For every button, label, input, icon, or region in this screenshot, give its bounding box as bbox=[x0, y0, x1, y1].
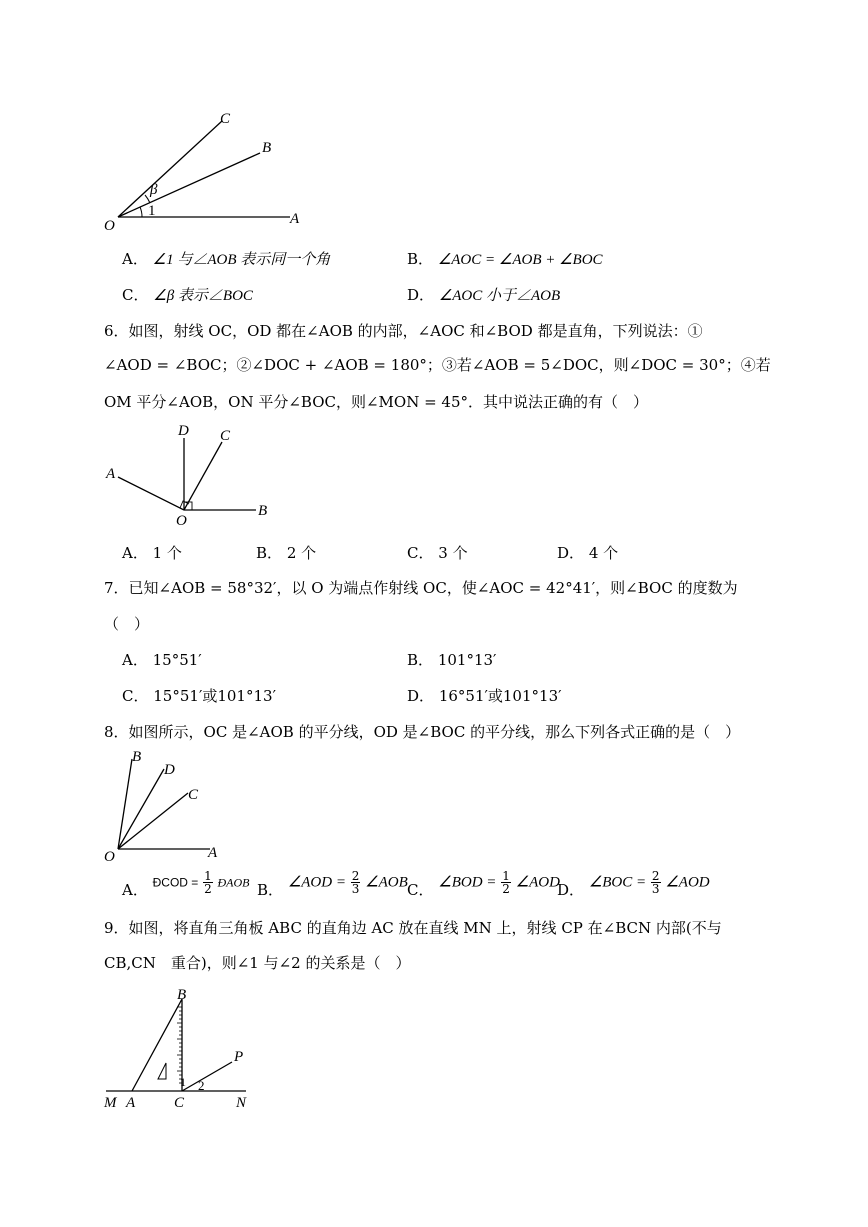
q8-option-a-pre: ÐCOD = bbox=[152, 875, 199, 890]
fig6-label-o: O bbox=[176, 513, 187, 529]
q5-option-b-text: ∠AOC = ∠AOB + ∠BOC bbox=[437, 252, 603, 268]
q6-option-b-text: 2 个 bbox=[286, 544, 317, 562]
q5-option-c bbox=[122, 285, 253, 306]
q6-option-c bbox=[407, 543, 468, 563]
q7-option-a-label: A． bbox=[122, 651, 148, 669]
fig8-label-b: B bbox=[132, 749, 142, 765]
q8-option-a-post: ÐAOB bbox=[217, 875, 250, 890]
q6-stem-line3: OM 平分∠AOB，ON 平分∠BOC，则∠MON = 45°．其中说法正确的有（ ） bbox=[104, 393, 649, 411]
q6-option-a-label: A． bbox=[122, 544, 148, 562]
figure-q8-angles bbox=[100, 745, 230, 865]
q8-option-a-numerator: 1 bbox=[204, 869, 212, 883]
q7-option-b bbox=[407, 650, 496, 670]
q5-option-b bbox=[407, 249, 603, 270]
figure-q9-triangle bbox=[100, 985, 260, 1115]
q5-option-c-label: C． bbox=[122, 286, 149, 304]
q6-stem-line2: ∠AOD = ∠BOC；②∠DOC + ∠AOB = 180°；③若∠AOB = 5∠DOC，则∠DOC = 30°；④若 bbox=[104, 356, 771, 374]
q6-option-b-label: B． bbox=[256, 544, 283, 562]
q8-option-b-numerator: 2 bbox=[351, 869, 360, 883]
q8-option-c-denominator: 2 bbox=[502, 882, 510, 896]
q6-option-a-text: 1 个 bbox=[152, 544, 182, 562]
q5-option-a-text: ∠1 与∠AOB 表示同一个角 bbox=[152, 252, 331, 268]
q7-option-d bbox=[407, 686, 562, 706]
q6-option-d-label: D． bbox=[557, 544, 585, 562]
q6-option-d-text: 4 个 bbox=[588, 544, 619, 562]
q8-option-b-pre: ∠AOD = bbox=[287, 874, 346, 891]
q8-option-b bbox=[257, 869, 408, 899]
fig8-label-a: A bbox=[208, 845, 218, 861]
fig5-label-beta: β bbox=[150, 182, 158, 198]
q8-option-a-denominator: 2 bbox=[204, 882, 212, 896]
q7-option-d-label: D． bbox=[407, 687, 435, 705]
q8-stem-line1: 8．如图所示，OC 是∠AOB 的平分线，OD 是∠BOC 的平分线，那么下列各式正确的是（ ） bbox=[104, 723, 741, 741]
q7-stem-line2: （ ） bbox=[104, 615, 150, 633]
q8-option-a bbox=[122, 869, 250, 899]
q8-option-b-post: ∠AOB bbox=[365, 874, 408, 891]
q5-option-d-label: D． bbox=[407, 286, 435, 304]
q8-option-d-label: D． bbox=[557, 880, 585, 899]
q8-option-d-fraction bbox=[651, 870, 661, 895]
q8-option-c-label: C． bbox=[407, 880, 434, 899]
q8-option-c-fraction bbox=[501, 870, 511, 895]
fig9-label-1: 1 bbox=[180, 1075, 186, 1089]
fig5-label-o: O bbox=[104, 218, 115, 234]
q6-option-d bbox=[557, 543, 618, 563]
fig5-label-1: 1 bbox=[148, 203, 156, 219]
q7-option-d-text: 16°51′或101°13′ bbox=[438, 687, 562, 705]
fig8-label-d: D bbox=[164, 762, 175, 778]
q5-option-d-text: ∠AOC 小于∠AOB bbox=[438, 288, 561, 304]
q8-option-b-label: B． bbox=[257, 880, 284, 899]
q8-option-a-label: A． bbox=[122, 880, 148, 899]
fig5-label-a: A bbox=[290, 211, 300, 227]
q7-option-a bbox=[122, 650, 202, 670]
q9-stem-line1: 9．如图，将直角三角板 ABC 的直角边 AC 放在直线 MN 上，射线 CP 在∠BCN 内部(不与 bbox=[104, 919, 722, 937]
q6-option-c-label: C． bbox=[407, 544, 434, 562]
fig5-label-b: B bbox=[262, 140, 272, 156]
q6-option-c-text: 3 个 bbox=[438, 544, 468, 562]
q7-option-c-label: C． bbox=[122, 687, 149, 705]
fig9-label-m: M bbox=[104, 1095, 117, 1111]
q8-option-d-denominator: 3 bbox=[651, 882, 660, 896]
q8-option-d-post: ∠AOD bbox=[665, 874, 710, 891]
fig6-label-b: B bbox=[258, 503, 268, 519]
fig8-label-o: O bbox=[104, 849, 115, 865]
q5-option-d bbox=[407, 285, 560, 306]
fig9-label-p: P bbox=[234, 1049, 244, 1065]
figure-q6-angles bbox=[100, 420, 290, 530]
fig9-label-a: A bbox=[126, 1095, 136, 1111]
q7-option-b-text: 101°13′ bbox=[437, 651, 497, 669]
fig6-label-d: D bbox=[178, 423, 189, 439]
q6-stem-line1: 6．如图，射线 OC，OD 都在∠AOB 的内部，∠AOC 和∠BOD 都是直角，下列说法：① bbox=[104, 322, 703, 340]
q7-stem-line1: 7．已知∠AOB = 58°32′，以 O 为端点作射线 OC，使∠AOC = 42°41′，则∠BOC 的度数为 bbox=[104, 579, 738, 597]
q8-option-c-post: ∠AOD bbox=[515, 874, 560, 891]
q8-option-b-fraction bbox=[351, 870, 361, 895]
figure-q5-angles bbox=[100, 105, 320, 235]
fig6-label-a: A bbox=[106, 466, 116, 482]
q6-option-a bbox=[122, 543, 182, 563]
q8-option-c-numerator: 1 bbox=[502, 869, 510, 883]
q8-option-b-denominator: 3 bbox=[351, 882, 360, 896]
q5-option-a bbox=[122, 249, 330, 270]
q6-option-b bbox=[256, 543, 316, 563]
q8-option-c-pre: ∠BOD = bbox=[438, 874, 497, 891]
q8-option-c bbox=[407, 869, 560, 899]
fig6-label-c: C bbox=[220, 428, 231, 444]
fig5-label-c: C bbox=[220, 111, 231, 127]
fig9-label-2: 2 bbox=[198, 1078, 205, 1093]
q5-option-c-text: ∠β 表示∠BOC bbox=[153, 288, 253, 304]
q7-option-b-label: B． bbox=[407, 651, 434, 669]
q8-option-d-pre: ∠BOC = bbox=[588, 874, 647, 891]
q9-stem-line2: CB,CN 重合)，则∠1 与∠2 的关系是（ ） bbox=[104, 954, 411, 972]
q7-option-c-text: 15°51′或101°13′ bbox=[153, 687, 276, 705]
fig9-label-c: C bbox=[174, 1095, 185, 1111]
q7-option-c bbox=[122, 686, 276, 706]
q5-option-b-label: B． bbox=[407, 250, 434, 268]
q8-option-d bbox=[557, 869, 710, 899]
q5-option-a-label: A． bbox=[122, 250, 148, 268]
q7-option-a-text: 15°51′ bbox=[152, 651, 202, 669]
q8-option-a-fraction bbox=[203, 870, 213, 895]
q8-option-d-numerator: 2 bbox=[651, 869, 660, 883]
fig8-label-c: C bbox=[188, 787, 199, 803]
fig9-label-n: N bbox=[236, 1095, 247, 1111]
fig9-label-b: B bbox=[177, 987, 187, 1003]
